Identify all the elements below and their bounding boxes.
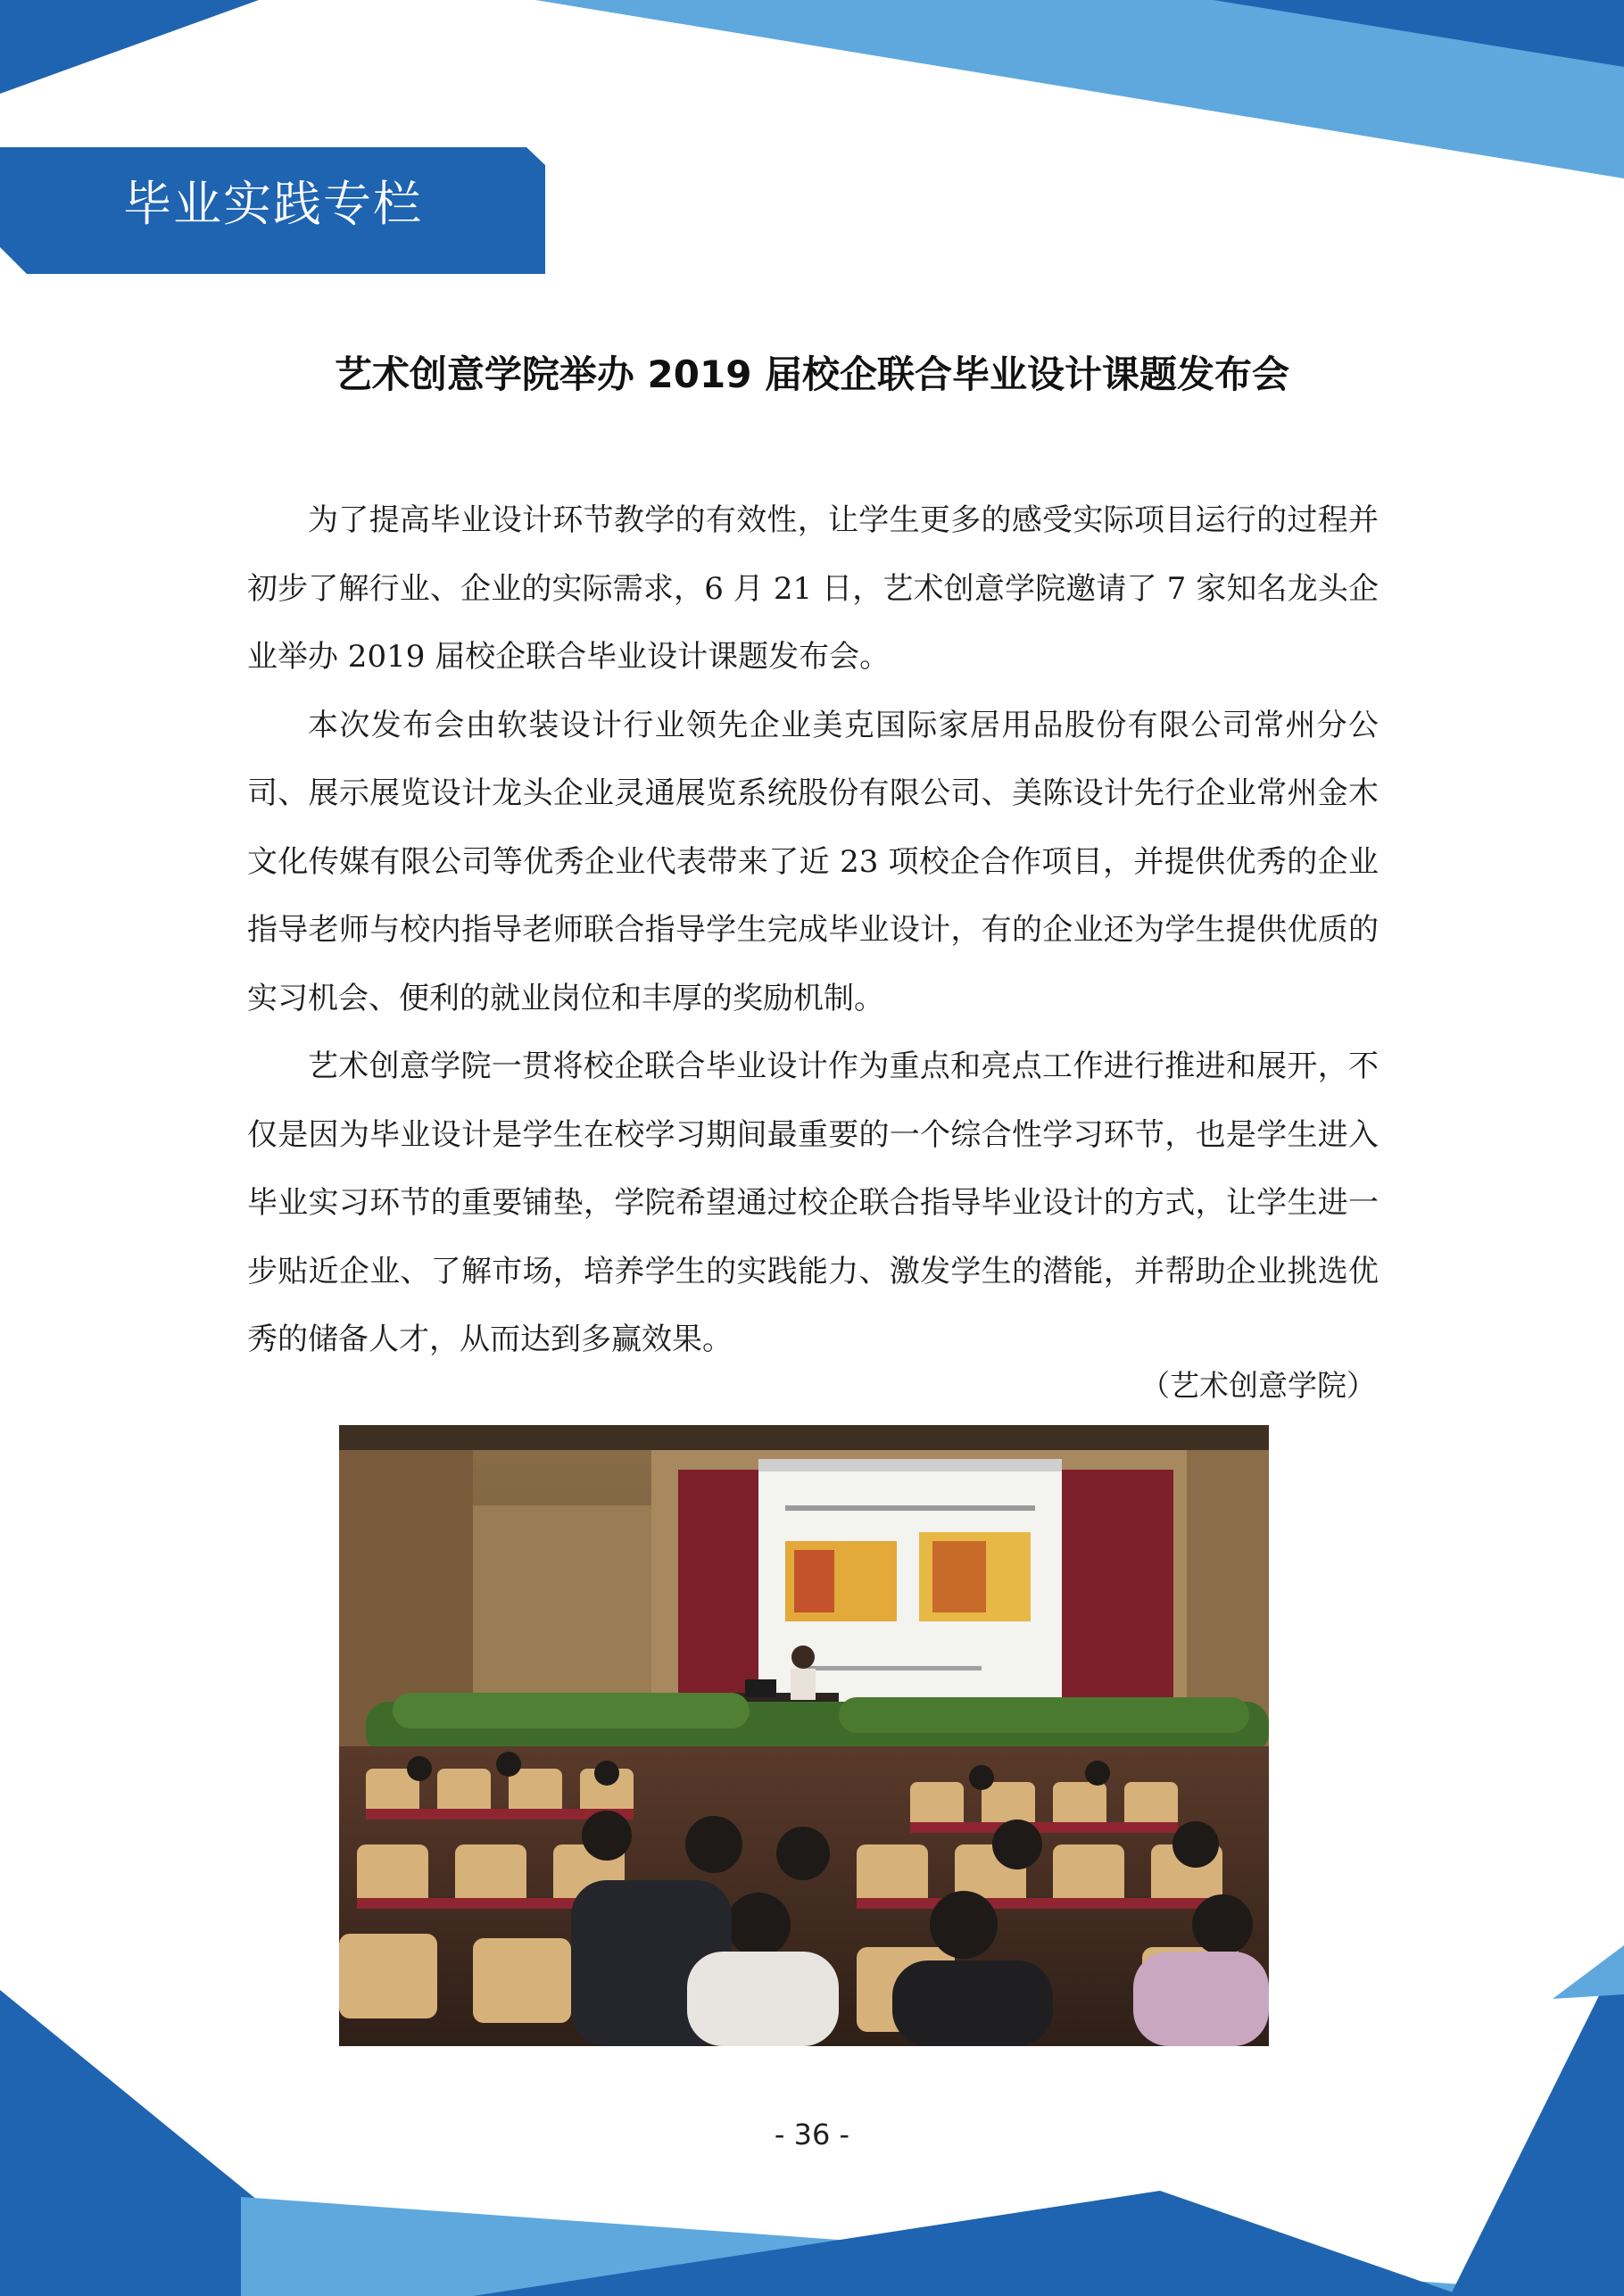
- paragraph: 为了提高毕业设计环节教学的有效性，让学生更多的感受实际项目运行的过程并初步了解行业、企业的实际需求，6 月 21 日，艺术创意学院邀请了 7 家知名龙头企业举办 2019 届校企联合毕业设计课题发布会。: [247, 502, 1379, 675]
- top-light-band: [535, 0, 1624, 178]
- bottom-dark-band: [473, 2191, 1463, 2296]
- bottom-light-band: [241, 2197, 1624, 2296]
- paragraph: 艺术创意学院一贯将校企联合毕业设计作为重点和亮点工作进行推进和展开，不仅是因为毕业设计是学生在校学习期间最重要的一个综合性学习环节，也是学生进入毕业实习环节的重要铺垫，学院希望通过校企联合指导毕业设计的方式，让学生进一步贴近企业、了解市场，培养学生的实践能力、激发学生的潜能，并帮助企业挑选优秀的储备人才，从而达到多赢效果。: [247, 1049, 1379, 1357]
- top-left-dark-shape: [0, 0, 259, 94]
- page-number: - 36 -: [774, 2118, 850, 2151]
- article-title: 艺术创意学院举办 2019 届校企联合毕业设计课题发布会: [334, 352, 1290, 396]
- lecture-hall-illustration: [339, 1425, 1269, 2046]
- paragraph: 本次发布会由软装设计行业领先企业美克国际家居用品股份有限公司常州分公司、展示展览设计龙头企业灵通展览系统股份有限公司、美陈设计先行企业常州金木文化传媒有限公司等优秀企业代表带来了近 23 项校企合作项目，并提供优秀的企业指导老师与校内指导老师联合指导学生完成毕业设计，有的企业还为学生提供优质的实习机会、便利的就业岗位和丰厚的奖励机制。: [247, 707, 1379, 1016]
- section-label: 毕业实践专栏: [123, 176, 423, 232]
- event-photo: [339, 1425, 1269, 2046]
- article-body: [247, 486, 1379, 1374]
- top-right-dark-shape: [1214, 0, 1624, 67]
- bottom-right-light-shape: [1553, 1945, 1624, 1999]
- byline: （艺术创意学院）: [1140, 1368, 1376, 1403]
